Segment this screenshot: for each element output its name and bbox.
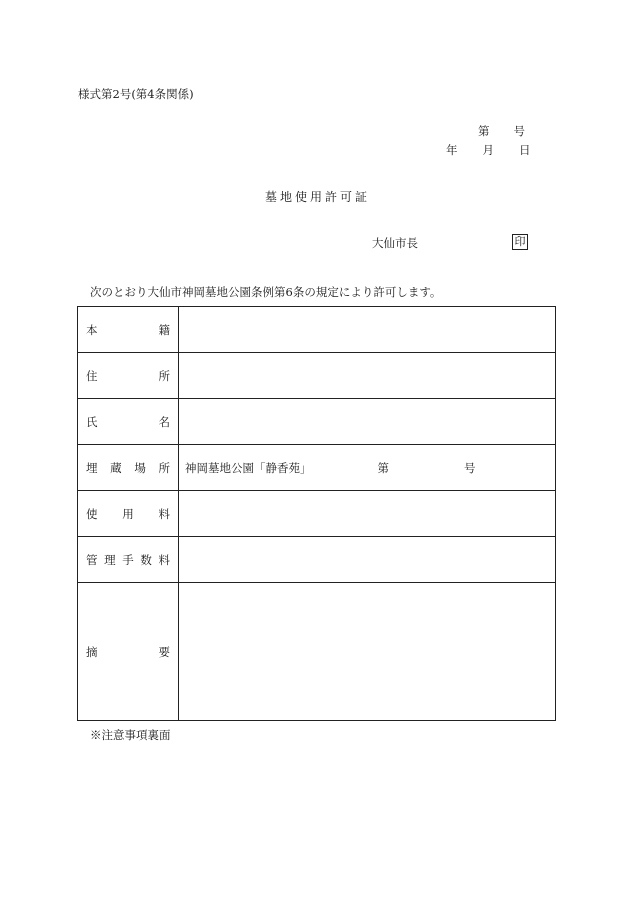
table-row-address — [78, 353, 556, 399]
intro-text: 次のとおり大仙市神岡墓地公園条例第6条の規定により許可します。 — [90, 285, 442, 299]
label-char: 料 — [158, 506, 170, 521]
label-char: 料 — [158, 552, 170, 567]
value-summary — [179, 583, 556, 721]
date-day: 日 — [519, 143, 531, 157]
label-char: 埋 — [86, 460, 98, 475]
footer-note: ※注意事項裏面 — [90, 728, 171, 742]
label-char: 数 — [140, 552, 152, 567]
label-address — [78, 353, 179, 399]
number-prefix: 第 — [478, 124, 490, 138]
label-char: 摘 — [86, 644, 98, 659]
label-burial-place — [78, 445, 179, 491]
label-char: 要 — [158, 644, 170, 659]
label-char: 用 — [122, 506, 134, 521]
label-char: 場 — [134, 460, 146, 475]
table-row-management-fee — [78, 537, 556, 583]
issuer-name: 大仙市長 — [372, 236, 418, 250]
issue-date-line — [446, 142, 531, 158]
label-char: 所 — [158, 460, 170, 475]
label-char: 理 — [104, 552, 116, 567]
label-management-fee — [78, 537, 179, 583]
form-number: 様式第2号(第4条関係) — [78, 87, 194, 101]
value-burial-place — [179, 445, 556, 491]
table-row-honseki — [78, 307, 556, 353]
label-honseki — [78, 307, 179, 353]
value-management-fee — [179, 537, 556, 583]
value-honseki — [179, 307, 556, 353]
label-summary — [78, 583, 179, 721]
table-row-summary — [78, 583, 556, 721]
burial-park-name: 神岡墓地公園「静香苑」 — [185, 460, 312, 475]
date-month: 月 — [482, 143, 494, 157]
burial-number-suffix: 号 — [464, 460, 476, 475]
label-name — [78, 399, 179, 445]
table-row-usage-fee — [78, 491, 556, 537]
value-address — [179, 353, 556, 399]
table-row-name — [78, 399, 556, 445]
table-row-burial-place — [78, 445, 556, 491]
label-usage-fee — [78, 491, 179, 537]
number-suffix: 号 — [513, 124, 525, 138]
label-char: 籍 — [158, 322, 170, 337]
label-char: 名 — [158, 414, 170, 429]
date-year: 年 — [446, 143, 458, 157]
seal-stamp: 印 — [512, 234, 528, 250]
label-char: 本 — [86, 322, 98, 337]
document-title: 墓地使用許可証 — [265, 190, 371, 204]
permit-table — [77, 306, 556, 721]
label-char: 管 — [86, 552, 98, 567]
burial-number-prefix: 第 — [377, 460, 389, 475]
label-char: 氏 — [86, 414, 98, 429]
label-char: 所 — [158, 368, 170, 383]
label-char: 手 — [122, 552, 134, 567]
value-name — [179, 399, 556, 445]
value-usage-fee — [179, 491, 556, 537]
document-number-line — [478, 123, 525, 139]
label-char: 蔵 — [110, 460, 122, 475]
label-char: 使 — [86, 506, 98, 521]
label-char: 住 — [86, 368, 98, 383]
